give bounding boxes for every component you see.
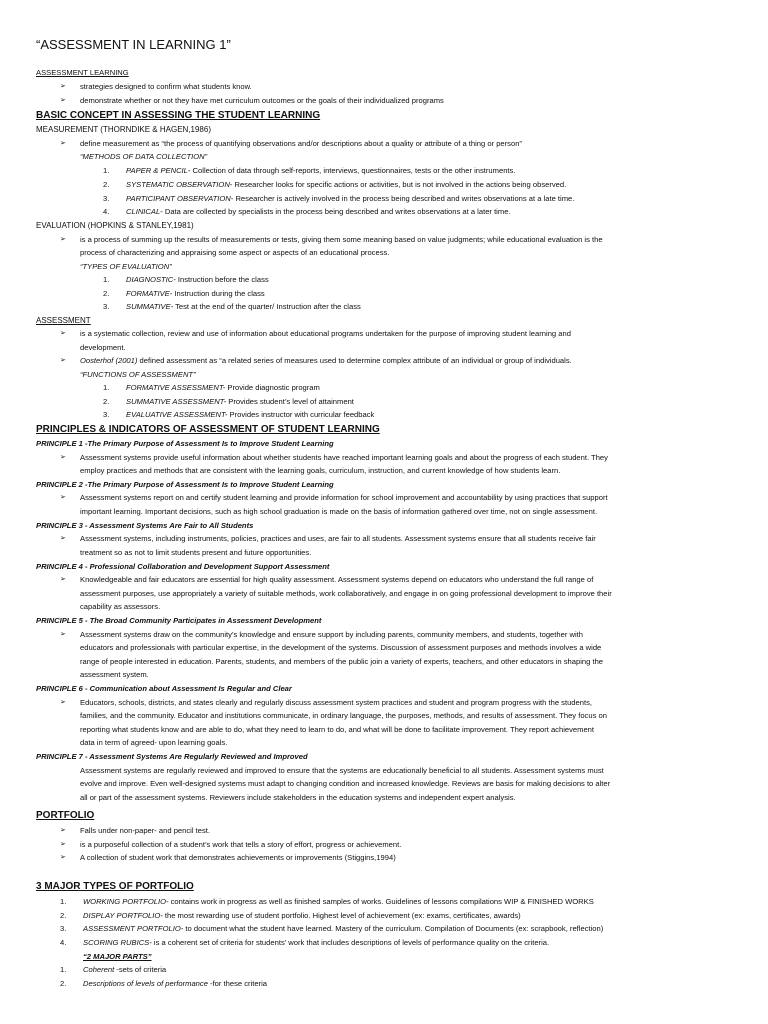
principle-label: PRINCIPLE 1 -The Primary Purpose of Assessment Is to Improve Student Learning <box>36 439 334 448</box>
numbered-item: 4. CLINICAL- Data are collected by specialists in the process being described and writes observations at a later time. <box>103 207 511 216</box>
numbered-item: 1. Coherent -sets of criteria <box>60 965 167 974</box>
section-heading-types: 3 MAJOR TYPES OF PORTFOLIO <box>36 881 194 892</box>
bullet-continuation: development. <box>80 343 126 352</box>
arrow-bullet-icon: ➢ <box>60 236 66 243</box>
numbered-item: 1. DIAGNOSTIC- Instruction before the class <box>103 275 269 284</box>
numbered-item: 3. EVALUATIVE ASSESSMENT- Provides instructor with curricular feedback <box>103 410 375 419</box>
arrow-bullet-icon: ➢ <box>60 357 66 364</box>
bullet-continuation: treatment so as not to limit students present and future opportunities. <box>80 548 312 557</box>
principle-label: PRINCIPLE 3 - Assessment Systems Are Fair to All Students <box>36 521 254 530</box>
numbered-item: 2. SUMMATIVE ASSESSMENT- Provides student’s level of attainment <box>103 397 354 406</box>
arrow-bullet-icon: ➢ <box>60 330 66 337</box>
paragraph-line: Assessment systems are regularly reviewed and improved to ensure that the systems are educationally beneficial to all students. Assessment systems must <box>80 766 604 775</box>
bullet-continuation: reporting what students know and are able to do, what they need to learn to do, and what will be done to facilitate improvement. They report achievement <box>80 725 595 734</box>
subheading-assessment: ASSESSMENT <box>36 316 91 325</box>
section-heading-principles: PRINCIPLES & INDICATORS OF ASSESSMENT OF STUDENT LEARNING <box>36 424 380 435</box>
arrow-bullet-icon: ➢ <box>60 631 66 638</box>
numbered-item: 2. Descriptions of levels of performance -for these criteria <box>60 979 268 988</box>
principle-label: PRINCIPLE 5 - The Broad Community Participates in Assessment Development <box>36 616 322 625</box>
bullet-continuation: process of characterizing and appraising some aspect or aspects of an educational process. <box>80 248 390 257</box>
arrow-bullet-icon: ➢ <box>60 140 66 147</box>
arrow-bullet-icon: ➢ <box>60 854 66 861</box>
numbered-item: 1. PAPER & PENCIL- Collection of data through self-reports, interviews, questionnaires, tests or the other instruments. <box>103 166 516 175</box>
numbered-item: 3. ASSESSMENT PORTFOLIO- to document what the student have learned. Mastery of the curriculum. Compilation of Documents (ex: scrapbook, reflection) <box>60 924 604 933</box>
arrow-bullet-icon: ➢ <box>60 827 66 834</box>
list-subheading: “2 MAJOR PARTS” <box>83 952 152 961</box>
arrow-bullet-icon: ➢ <box>60 454 66 461</box>
list-subheading: “METHODS OF DATA COLLECTION” <box>80 152 208 161</box>
bullet-continuation: range of people interested in education. Parents, students, and members of the public join a variety of experts, teachers, and other educators in shaping the <box>80 657 604 666</box>
paragraph-line: all or part of the assessment systems. Reviewers include stakeholders in the education systems and independent expert analysis. <box>80 793 516 802</box>
numbered-item: 2. SYSTEMATIC OBSERVATION- Researcher looks for specific actions or activities, but is not involved in the actions being observed. <box>103 180 567 189</box>
arrow-bullet-icon: ➢ <box>60 535 66 542</box>
arrow-bullet-icon: ➢ <box>60 699 66 706</box>
section-heading-assessment-learning: ASSESSMENT LEARNING <box>36 68 129 77</box>
numbered-item: 2. FORMATIVE- Instruction during the class <box>103 289 265 298</box>
list-subheading: “FUNCTIONS OF ASSESSMENT” <box>80 370 196 379</box>
arrow-bullet-icon: ➢ <box>60 576 66 583</box>
numbered-item: 3. PARTICIPANT OBSERVATION- Researcher is actively involved in the process being described and writes observations at a late time. <box>103 194 575 203</box>
arrow-bullet-icon: ➢ <box>60 97 66 104</box>
arrow-bullet-icon: ➢ <box>60 83 66 90</box>
principle-label: PRINCIPLE 6 - Communication about Assessment Is Regular and Clear <box>36 684 292 693</box>
section-heading-basic-concept: BASIC CONCEPT IN ASSESSING THE STUDENT LEARNING <box>36 110 321 121</box>
bullet-continuation: families, and the community. Educator and institutions communicate, in ordinary language, the purposes, methods, and results of assessment. They focus on <box>80 711 607 720</box>
subheading-evaluation: EVALUATION (HOPKINS & STANLEY,1981) <box>36 221 194 230</box>
arrow-bullet-icon: ➢ <box>60 494 66 501</box>
numbered-item: 2. DISPLAY PORTFOLIO- the most rewarding use of student portfolio. Highest level of achievement (ex: exams, certificates, awards) <box>60 911 521 920</box>
arrow-bullet-icon: ➢ <box>60 841 66 848</box>
bullet-continuation: assessment purposes, use appropriately a variety of suitable methods, work collaboratively, and engage in on going professional development to improve their <box>80 589 612 598</box>
numbered-item: 1. FORMATIVE ASSESSMENT- Provide diagnostic program <box>103 383 320 392</box>
bullet-continuation: data in term of agreed- upon learning goals. <box>80 738 228 747</box>
principle-label: PRINCIPLE 4 - Professional Collaboration and Development Support Assessment <box>36 562 330 571</box>
document-page: “ASSESSMENT IN LEARNING 1” ASSESSMENT LEARNING ➢ strategies designed to confirm what students know. ➢ demonstrate whether or not they have met curriculum outcomes or the goals of their individualized programs BASIC CONCEPT IN ASSESSING THE STUDENT LEARNING MEASUREMENT (THORNDIKE & HAGEN,1986) ➢ define measurement as “the process of quantifying observations and/or descriptions about a quality or attribute of a thing or person” “METHODS OF DATA COLLECTION” 1. PAPER & PENCIL- Collection of data through self-reports, interviews, questionnaires, tests or the other instruments. 2. SYSTEMATIC OBSERVATION- Researcher looks for specific actions or activities, but is not involved in the actions being observed. 3. PARTICIPANT OBSERVATION- Researcher is actively involved in the process being described and writes observations at a late time. 4. CLINICAL- Data are collected by specialists in the process being described and writes observations at a later time. EVALUATION (HOPKINS & STANLEY,1981) ➢ is a process of summing up the results of measurements or tests, giving them some meaning based on value judgments; while educational evaluation is the process of characterizing and appraising some aspect or aspects of an educational process. “TYPES OF EVALUATION” 1. DIAGNOSTIC- Instruction before the class 2. FORMATIVE- Instruction during the class 3. SUMMATIVE- Test at the end of the quarter/ Instruction after the class ASSESSMENT ➢ is a systematic collection, review and use of information about educational programs undertaken for the purpose of improving student learning and development. ➢ Oosterhof (2001) defined assessment as “a related series of measures used to determine complex attribute of an individual or group of individuals. “FUNCTIONS OF ASSESSMENT” 1. FORMATIVE ASSESSMENT- Provide diagnostic program 2. SUMMATIVE ASSESSMENT- Provides student’s level of attainment 3. EVALUATIVE ASSESSMENT- Provides instructor with curricular feedback PRINCIPLES & INDICATORS OF ASSESSMENT OF STUDENT LEARNING PRINCIPLE 1 -The Primary Purpose of Assessment Is to Improve Student Learning ➢ Assessment systems provide useful information about whether students have reached important learning goals and about the progress of each student. They employ practices and methods that are consistent with the learning goals, curriculum, instruction, and current knowledge of how students learn. PRINCIPLE 2 -The Primary Purpose of Assessment Is to Improve Student Learning ➢ Assessment systems report on and certify student learning and provide information for school improvement and accountability by using practices that support important learning. Important decisions, such as high school graduation is made on the basis of information gathered over time, not on single assessment. PRINCIPLE 3 - Assessment Systems Are Fair to All Students ➢ Assessment systems, including instruments, policies, practices and uses, are fair to all students. Assessment systems ensure that all students receive fair treatment so as not to limit students present and future opportunities. PRINCIPLE 4 - Professional Collaboration and Development Support Assessment ➢ Knowledgeable and fair educators are essential for high quality assessment. Assessment systems depend on educators who understand the full range of assessment purposes, use appropriately a variety of suitable methods, work collaboratively, and engage in on going professional development to improve their capability as assessors. PRINCIPLE 5 - The Broad Community Participates in Assessment Development ➢ Assessment systems draw on the community’s knowledge and ensure support by including parents, community members, and students, together with educators and professionals with particular expertise, in the development of the systems. Discussion of assessment purposes and methods involves a wide range of people interested in education. Parents, students, and members of the public join a variety of experts, teachers, and other educators in shaping the assessment system. PRINCIPLE 6 - Communication about Assessment Is Regular and Clear ➢ Educators, schools, districts, and states clearly and regularly discuss assessment system practices and student and program progress with the students, families, and the community. Educator and institutions communicate, in ordinary language, the purposes, methods, and results of assessment. They focus on reporting what students know and are able to do, what they need to learn to do, and what will be done to facilitate improvement. They report achievement data in term of agreed- upon learning goals. PRINCIPLE 7 - Assessment Systems Are Regularly Reviewed and Improved Assessment systems are regularly reviewed and improved to ensure that the systems are educationally beneficial to all students. Assessment systems must evolve and improve. Even well-designed systems must adapt to changing condition and increased knowledge. Reviews are basis for making decisions to alter all or part of the assessment systems. Reviewers include stakeholders in the education systems and independent expert analysis. PORTFOLIO ➢ Falls under non-paper- and pencil test. ➢ is a purposeful collection of a student’s work that tells a story of effort, progress or achievement. ➢ A collection of student work that demonstrates achievements or improvements (Stiggins,1994) 3 MAJOR TYPES OF PORTFOLIO 1. WORKING PORTFOLIO- contains work in progress as well as finished samples of works. Guidelines of lessons compilations WIP & FINISHED WORKS 2. DISPLAY PORTFOLIO- the most rewarding use of student portfolio. Highest level of achievement (ex: exams, certificates, awards) 3. ASSESSMENT PORTFOLIO- to document what the student have learned. Mastery of the curriculum. Compilation of Documents (ex: scrapbook, reflection) 4. SCORING RUBICS- is a coherent set of criteria for students’ work that includes descriptions of levels of performance quality on the criteria. “2 MAJOR PARTS” 1. Coherent -sets of criteria 2. Descriptions of levels of performance -for these criteria <box>36 37 612 988</box>
section-heading-portfolio: PORTFOLIO <box>36 810 95 821</box>
bullet-continuation: educators and professionals with particular expertise, in the development of the systems. Discussion of assessment purposes and methods involves a wide <box>80 643 602 652</box>
principle-label: PRINCIPLE 2 -The Primary Purpose of Assessment Is to Improve Student Learning <box>36 480 334 489</box>
numbered-item: 3. SUMMATIVE- Test at the end of the quarter/ Instruction after the class <box>103 302 361 311</box>
bullet-continuation: assessment system. <box>80 670 149 679</box>
numbered-item: 1. WORKING PORTFOLIO- contains work in progress as well as finished samples of works. Guidelines of lessons compilations WIP & FINISHED WORKS <box>60 897 594 906</box>
bullet-continuation: important learning. Important decisions, such as high school graduation is made on the basis of information gathered over time, not on single assessment. <box>80 507 598 516</box>
document-title: “ASSESSMENT IN LEARNING 1” <box>36 37 231 52</box>
paragraph-line: evolve and improve. Even well-designed systems must adapt to changing condition and increased knowledge. Reviews are basis for making decisions to alter <box>80 779 611 788</box>
bullet-continuation: employ practices and methods that are consistent with the learning goals, curriculum, instruction, and current knowledge of how students learn. <box>80 466 561 475</box>
principle-label: PRINCIPLE 7 - Assessment Systems Are Regularly Reviewed and Improved <box>36 752 308 761</box>
subheading-measurement: MEASUREMENT (THORNDIKE & HAGEN,1986) <box>36 125 211 134</box>
bullet-continuation: capability as assessors. <box>80 602 161 611</box>
numbered-item: 4. SCORING RUBICS- is a coherent set of criteria for students’ work that includes descriptions of levels of performance quality on the criteria. <box>60 938 550 947</box>
list-subheading: “TYPES OF EVALUATION” <box>80 262 172 271</box>
